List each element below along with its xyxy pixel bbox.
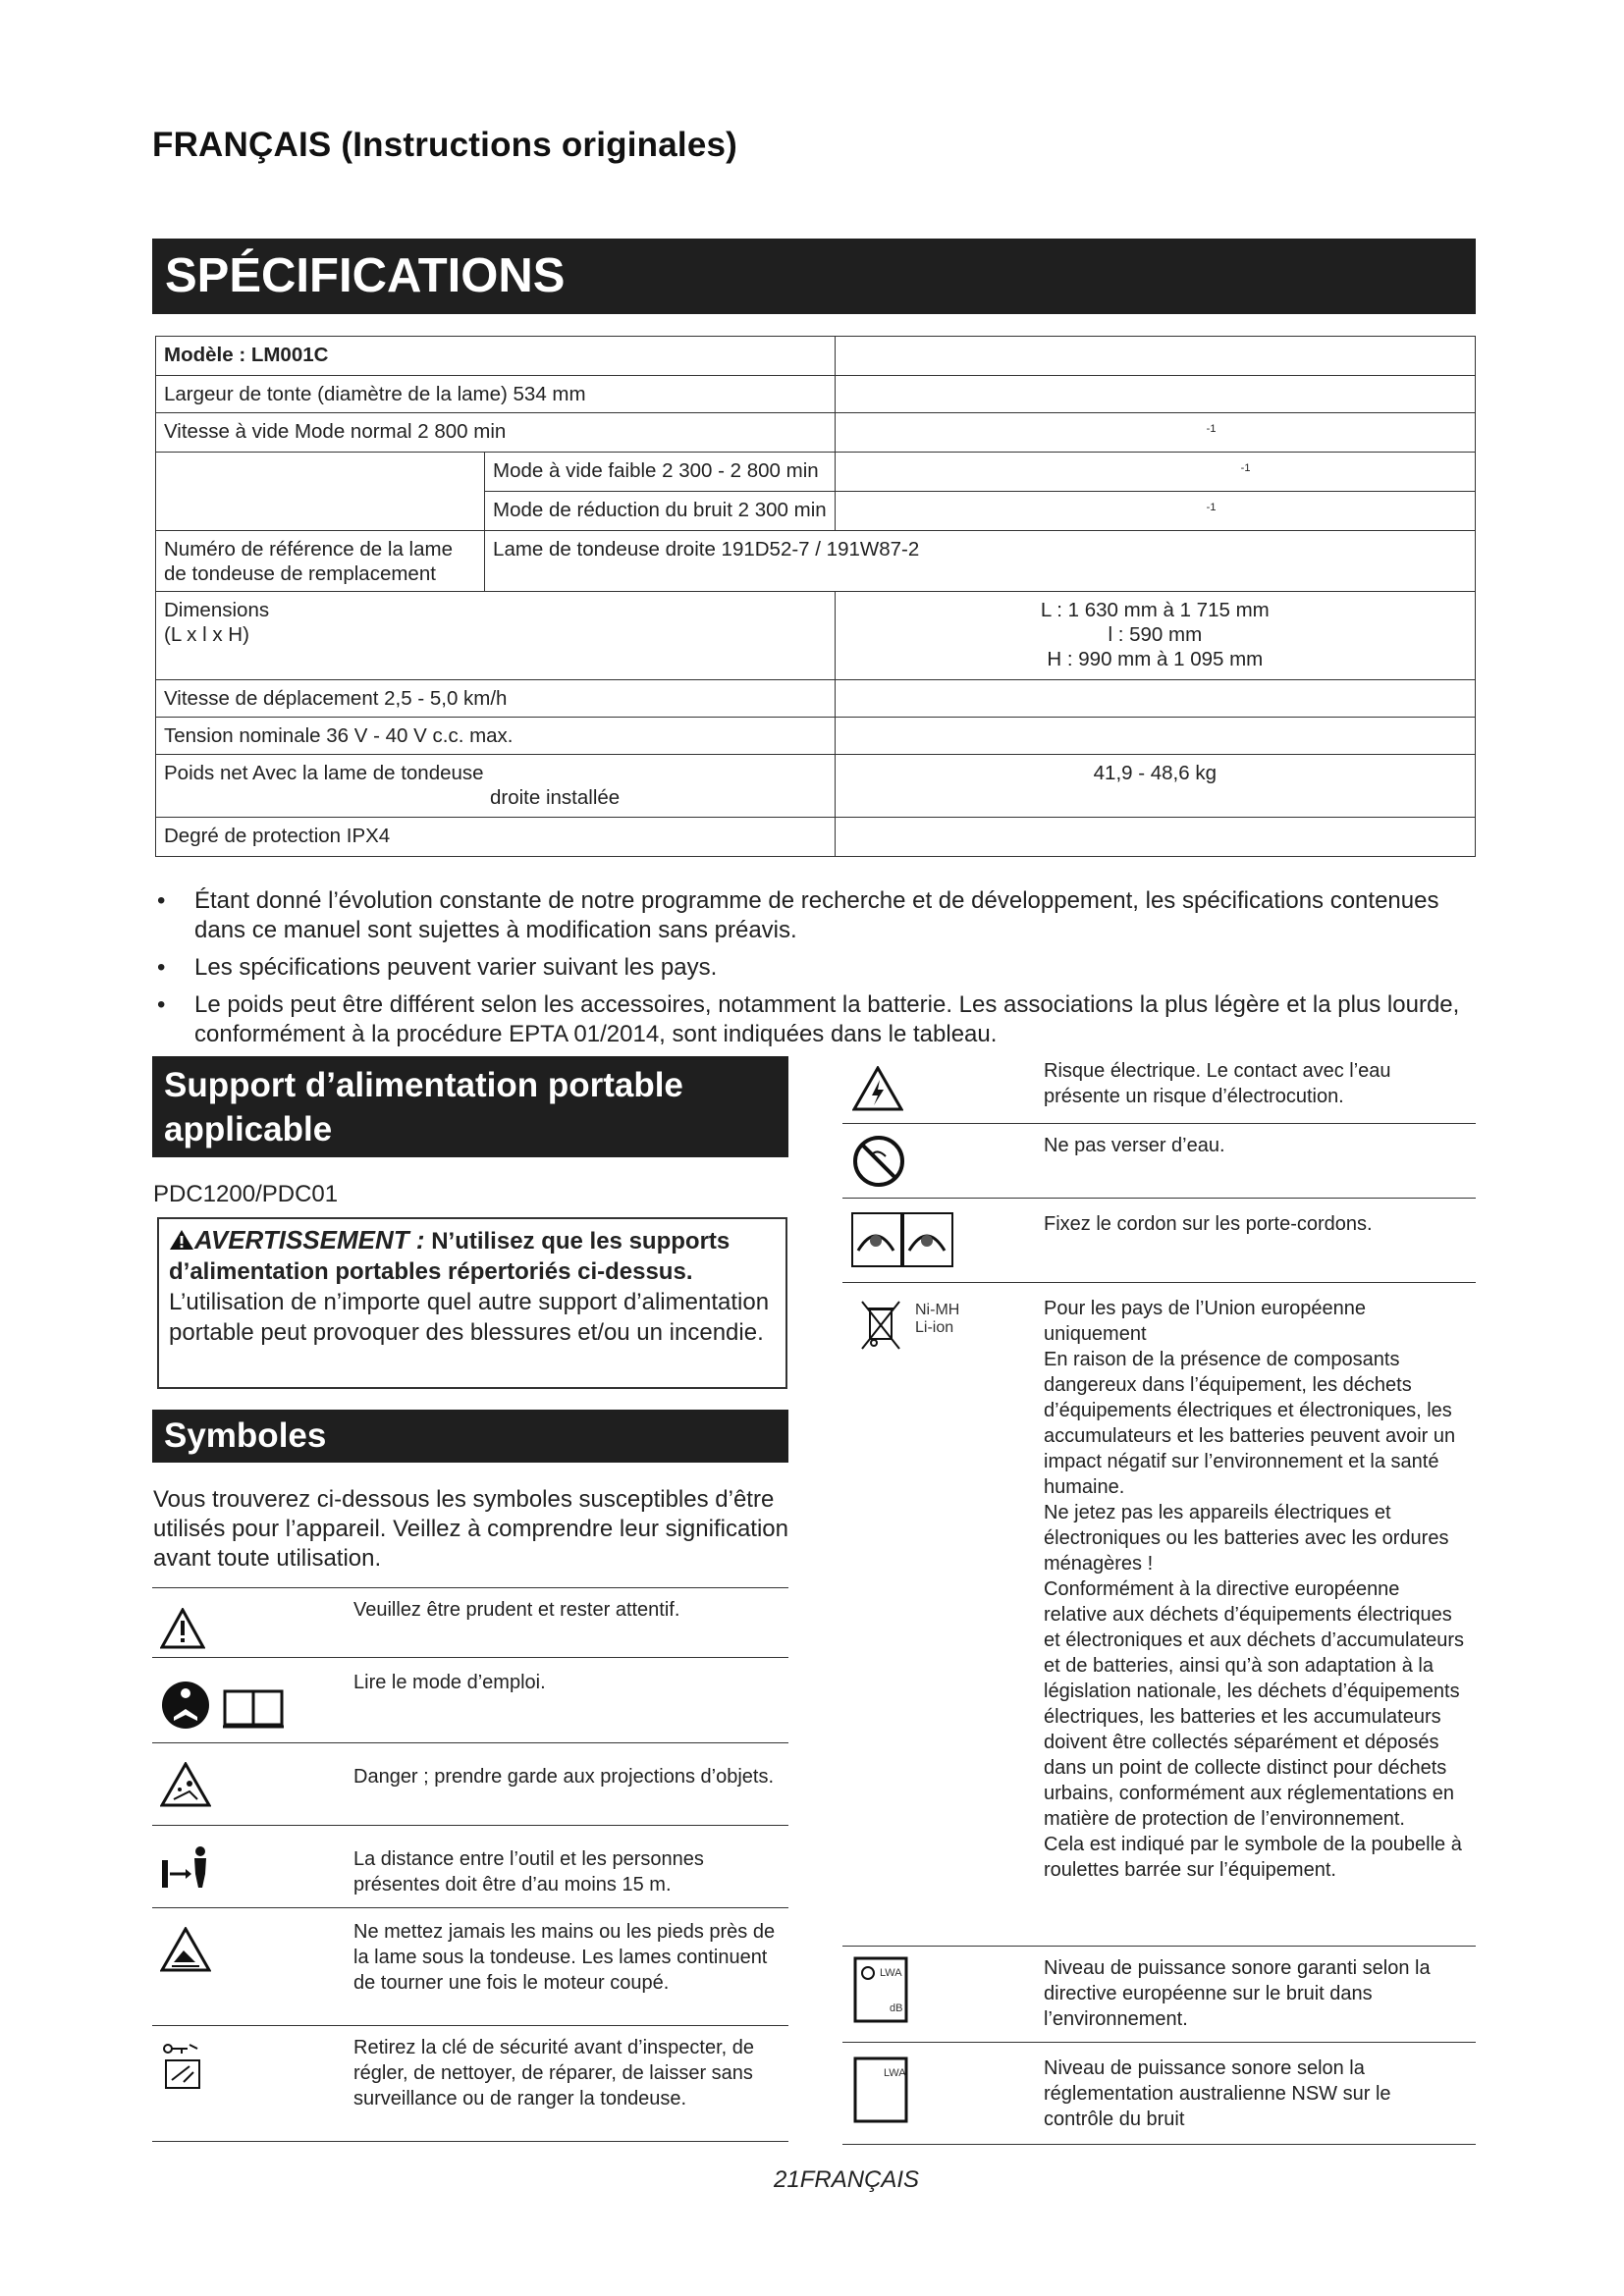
specifications-heading: SPÉCIFICATIONS xyxy=(152,239,1476,314)
spec-row xyxy=(156,592,1476,680)
symbol-description: Niveau de puissance sonore selon la réglementation australienne NSW sur le contrôle du bruit xyxy=(1044,2057,1391,2130)
specifications-table xyxy=(155,336,1476,857)
spec-value: 41,9 - 48,6 kg xyxy=(835,755,1475,818)
symbol-description: Veuillez être prudent et rester attentif. xyxy=(353,1599,680,1621)
symbols-intro: Vous trouverez ci-dessous les symboles susceptibles d’être utilisés pour l’appareil. Veillez à comprendre leur signification avant toute utilisation. xyxy=(153,1486,789,1572)
spec-label: Degré de protection IPX4 xyxy=(156,818,836,857)
spec-value xyxy=(835,337,1475,376)
symbol-description: Lire le mode d’emploi. xyxy=(353,1672,546,1693)
spec-value xyxy=(835,413,1475,453)
crossed-bin-icon xyxy=(860,1300,901,1353)
symbol-row xyxy=(152,1742,788,1826)
page-footer: 21FRANÇAIS xyxy=(774,2166,920,2193)
note-item: • Étant donné l’évolution constante de notre programme de recherche et de développement, les spécifications contenues dans ce manuel sont sujettes à modification sans préavis. xyxy=(157,887,1439,943)
spec-row xyxy=(156,492,1476,531)
keep-distance-icon xyxy=(160,1844,211,1890)
spec-label: Vitesse à vide Mode normal 2 800 min xyxy=(156,413,836,453)
symbol-row xyxy=(842,1282,1476,1947)
symbol-row xyxy=(842,2042,1476,2145)
support-models: PDC1200/PDC01 xyxy=(153,1181,339,1207)
flying-objects-icon xyxy=(160,1762,211,1807)
spec-value xyxy=(835,453,1475,492)
symbol-row xyxy=(842,1050,1476,1124)
remove-key-icon xyxy=(160,2041,207,2090)
note-item: • Le poids peut être différent selon les accessoires, notamment la batterie. Les associations la plus légère et la plus lourde, conformément à la procédure EPTA 01/2014, sont indiquées dans le tableau. xyxy=(157,991,1460,1047)
cord-holder-icon xyxy=(850,1211,954,1268)
spec-value xyxy=(835,492,1475,531)
spec-value xyxy=(835,680,1475,718)
symbol-description: Retirez la clé de sécurité avant d’inspecter, de régler, de nettoyer, de réparer, de laisser sans surveillance ou de ranger la tondeuse. xyxy=(353,2037,754,2109)
specification-notes xyxy=(157,886,1478,1057)
spec-label: Mode de réduction du bruit 2 300 min xyxy=(485,492,836,531)
symbols-heading: Symboles xyxy=(152,1410,788,1463)
spec-row xyxy=(156,376,1476,413)
hands-feet-blade-icon xyxy=(160,1927,211,1972)
spec-row xyxy=(156,413,1476,453)
symbol-description: Ne pas verser d’eau. xyxy=(1044,1135,1225,1156)
spec-value xyxy=(835,376,1475,413)
warning-bold-text: N’utilisez que les supports d’alimentation portables répertoriés ci-dessus. xyxy=(169,1228,731,1285)
symbol-row xyxy=(152,2025,788,2142)
warning-triangle-icon xyxy=(160,1608,205,1649)
symbol-row xyxy=(842,1198,1476,1283)
note-item: • Les spécifications peuvent varier suivant les pays. xyxy=(157,954,718,981)
symbol-description: Ne mettez jamais les mains ou les pieds près de la lame sous la tondeuse. Les lames continuent de tourner une fois le moteur coupé. xyxy=(353,1921,776,1994)
spec-row xyxy=(156,531,1476,592)
symbol-description: Niveau de puissance sonore garanti selon la directive européenne sur le bruit dans l’environnement. xyxy=(1044,1957,1431,2030)
unit-exponent: -1 xyxy=(1206,423,1217,435)
spec-label: Poids net Avec la lame de tondeuse droite installée xyxy=(156,755,836,818)
symbol-row xyxy=(152,1907,788,2026)
symbol-row xyxy=(152,1825,788,1908)
page-language-header: FRANÇAIS (Instructions originales) xyxy=(152,126,738,164)
spec-label: Largeur de tonte (diamètre de la lame) 534 mm xyxy=(156,376,836,413)
spec-row xyxy=(156,755,1476,818)
spec-label: Dimensions (L x l x H) xyxy=(156,592,836,680)
symbol-row xyxy=(842,1946,1476,2043)
spec-label: Modèle : LM001C xyxy=(156,337,836,376)
no-water-icon xyxy=(852,1135,905,1188)
spec-label: Tension nominale 36 V - 40 V c.c. max. xyxy=(156,718,836,755)
symbol-row xyxy=(152,1656,788,1743)
warning-box xyxy=(157,1217,787,1389)
spec-sublabel: Lame de tondeuse droite 191D52-7 / 191W87-2 xyxy=(485,531,1476,592)
symbol-row xyxy=(842,1123,1476,1199)
spec-row xyxy=(156,680,1476,718)
electric-shock-icon xyxy=(852,1066,903,1111)
sound-icon-label: LWA xyxy=(880,1967,902,1979)
spec-label: Mode à vide faible 2 300 - 2 800 min xyxy=(485,453,836,492)
sound-icon-label: LWA xyxy=(884,2067,906,2079)
unit-exponent: -1 xyxy=(1240,462,1251,474)
spec-label: Numéro de référence de la lame de tondeuse de remplacement xyxy=(156,531,485,592)
spec-row xyxy=(156,337,1476,376)
warning-sign-icon xyxy=(169,1229,194,1251)
spec-row xyxy=(156,453,1476,492)
warning-body-text: L’utilisation de n’importe quel autre support d’alimentation portable peut provoquer des blessures et/ou un incendie. xyxy=(169,1289,770,1346)
symbol-description: La distance entre l’outil et les personnes présentes doit être d’au moins 15 m. xyxy=(353,1848,704,1896)
spec-label-spacer xyxy=(156,453,485,492)
sound-icon-label: dB xyxy=(890,2002,903,2014)
warning-label: AVERTISSEMENT : xyxy=(194,1225,425,1255)
spec-value xyxy=(835,818,1475,857)
spec-value xyxy=(835,718,1475,755)
spec-value: L : 1 630 mm à 1 715 mm l : 590 mm H : 990 mm à 1 095 mm xyxy=(835,592,1475,680)
symbol-row xyxy=(152,1587,788,1658)
symbol-description: Danger ; prendre garde aux projections d’objets. xyxy=(353,1766,775,1788)
spec-row xyxy=(156,718,1476,755)
battery-type-labels: Ni-MH Li-ion xyxy=(915,1302,960,1336)
unit-exponent: -1 xyxy=(1206,502,1217,513)
support-heading: Support d’alimentation portable applicable xyxy=(152,1056,788,1157)
spec-label: Vitesse de déplacement 2,5 - 5,0 km/h xyxy=(156,680,836,718)
symbol-description: Risque électrique. Le contact avec l’eau présente un risque d’électrocution. xyxy=(1044,1060,1391,1107)
spec-label-spacer xyxy=(156,492,485,531)
read-manual-icon xyxy=(160,1678,288,1733)
symbol-description: Pour les pays de l’Union européenne uniquement En raison de la présence de composants dangereux dans l’équipement, les déchets d’équipements électriques et électroniques, les accumulateurs et les batteries peuvent avoir un impact négatif sur l’environnement et la santé humaine. Ne jetez pas les appareils électriques et électroniques ou les batteries avec les ordures ménagères ! Conformément à la directive européenne relative aux déchets d’équipements électriques et électroniques et aux déchets d’accumulateurs et de batteries, ainsi qu’à son adaptation à la législation nationale, les déchets d’équipements électriques, les batteries et les accumulateurs doivent être collectés séparément et déposés dans un point de collecte distinct pour déchets urbains, conformément aux réglementations en matière de protection de l’environnement. Cela est indiqué par le symbole de la poubelle à roulettes barrée sur l’équipement. xyxy=(1044,1298,1465,1881)
spec-row xyxy=(156,818,1476,857)
symbol-description: Fixez le cordon sur les porte-cordons. xyxy=(1044,1213,1373,1235)
sound-power-nsw-icon xyxy=(852,2056,911,2124)
